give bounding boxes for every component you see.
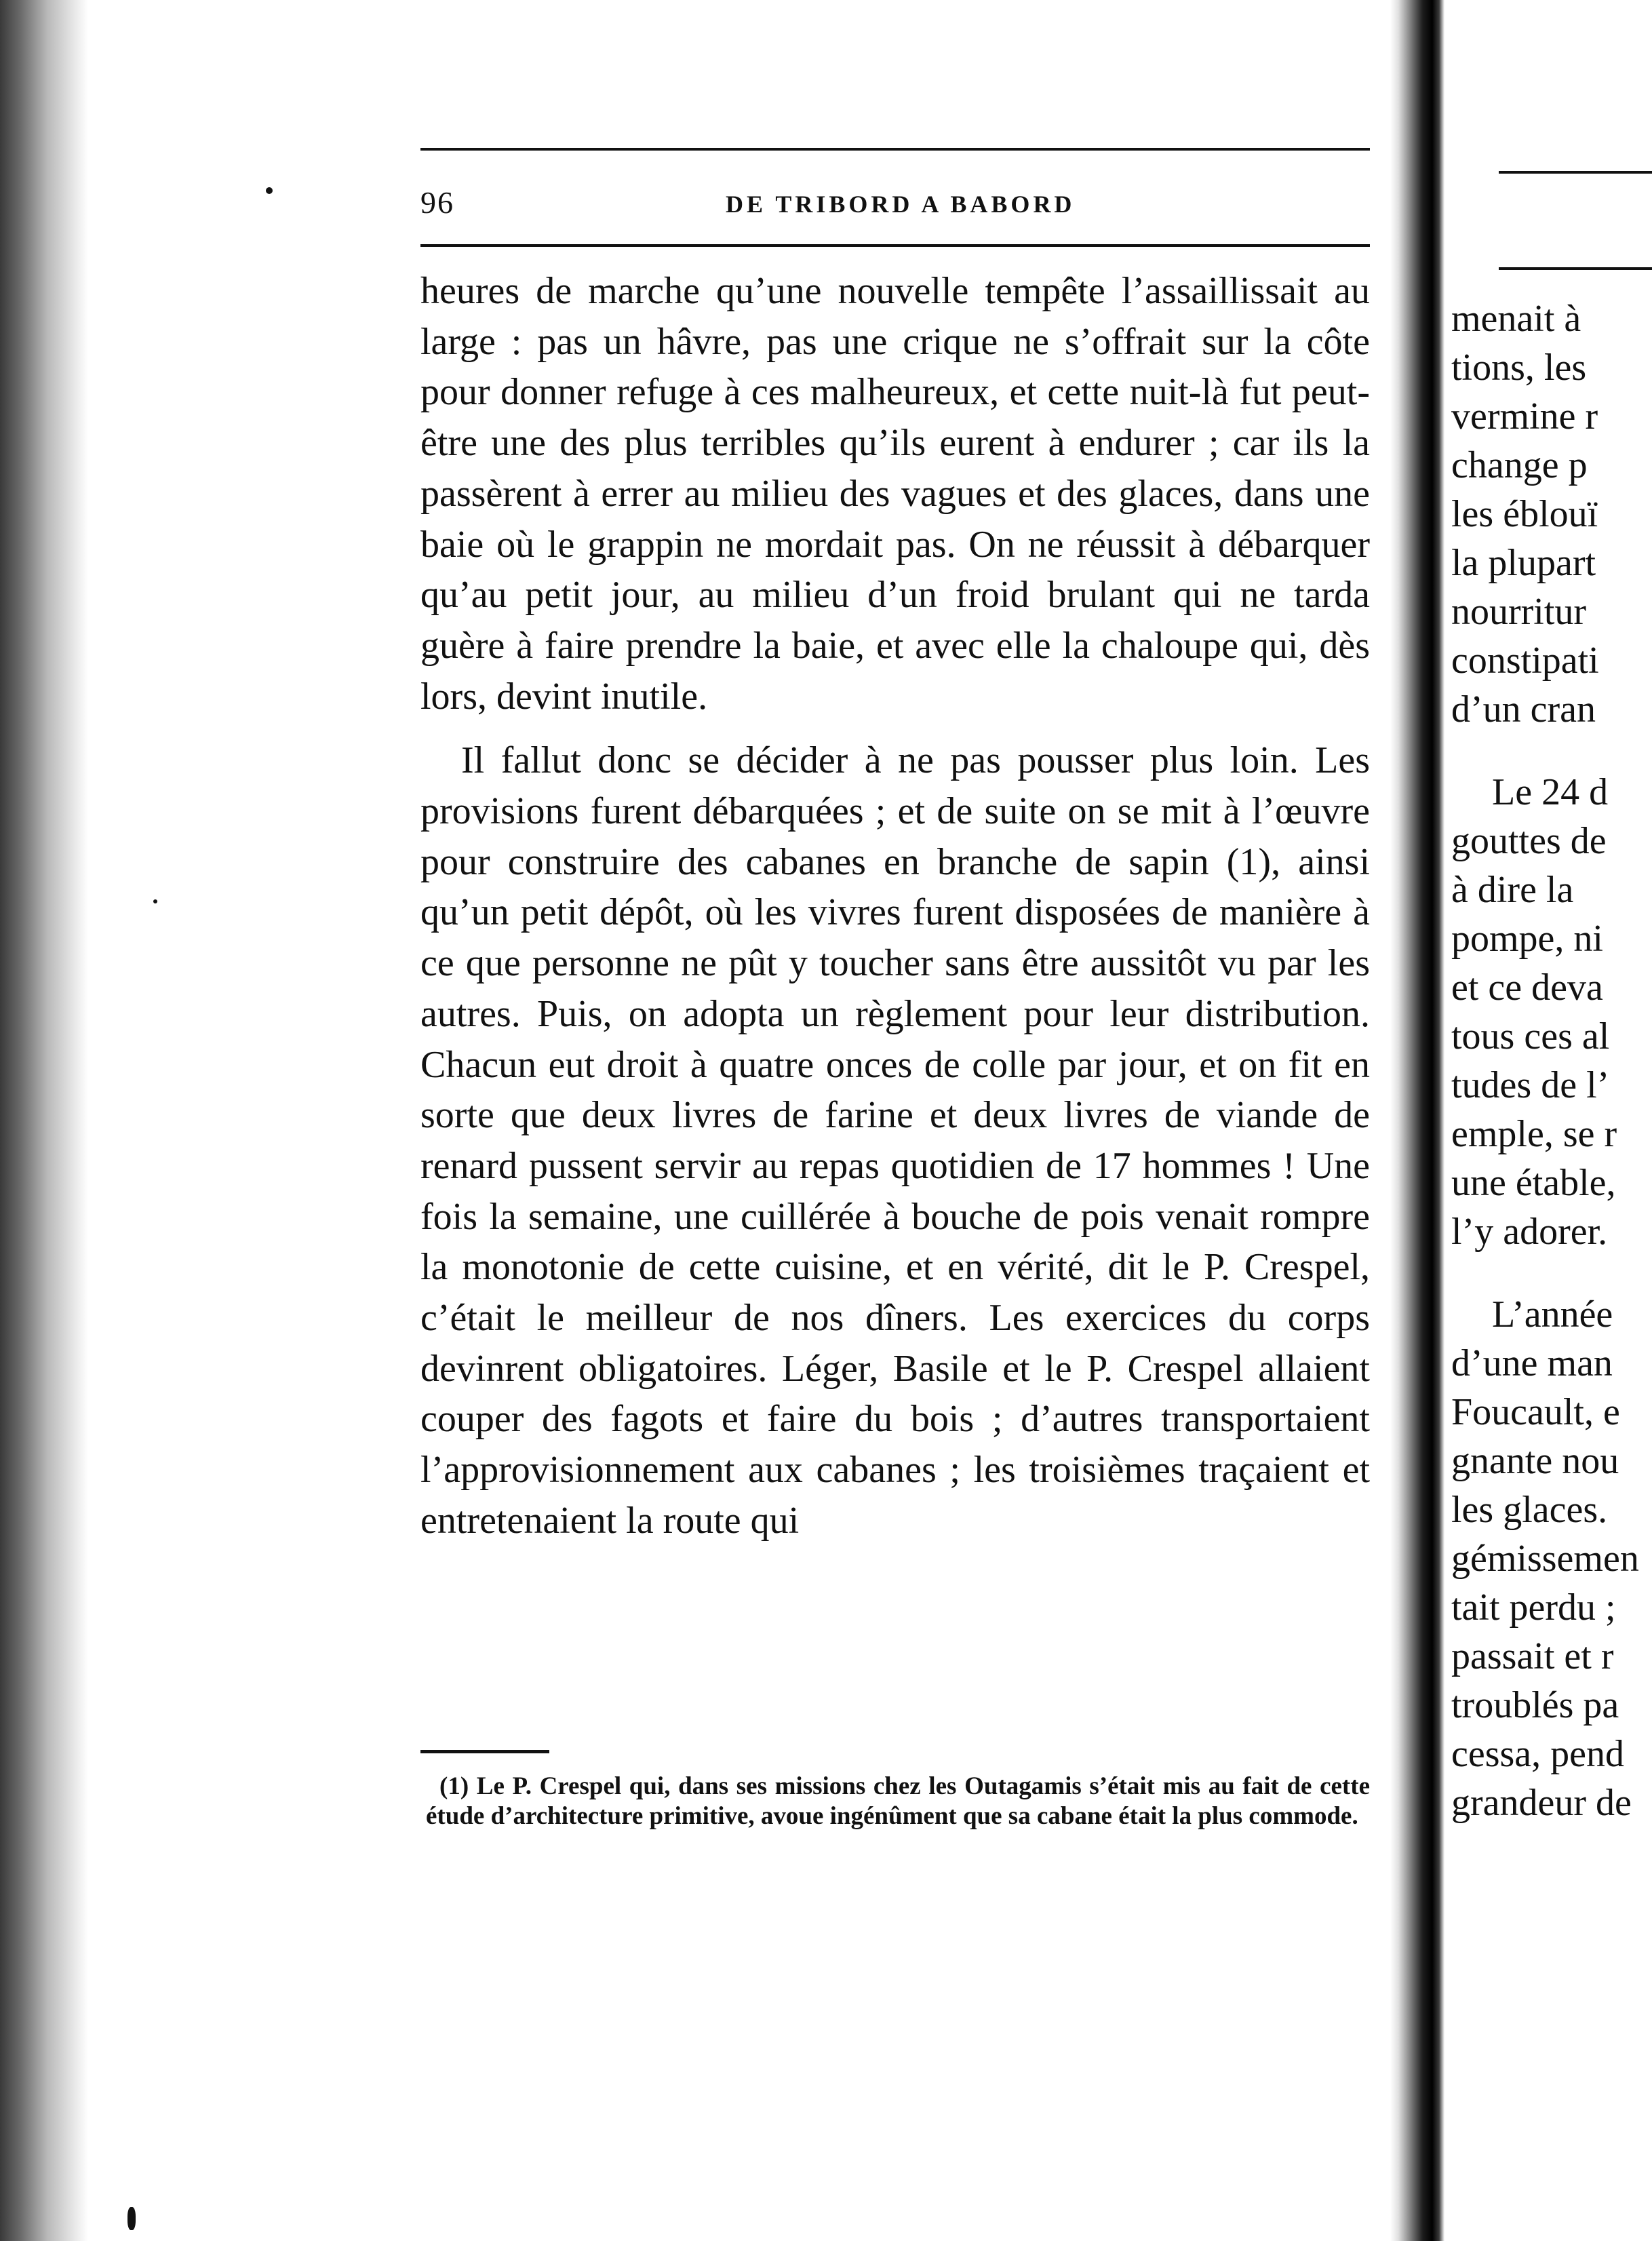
page-gutter [1390,0,1444,2241]
running-title: DE TRIBORD A BABORD [726,191,1076,218]
next-page-bottom-rule [1499,267,1652,270]
next-page-line: tudes de l’ [1451,1064,1610,1106]
running-head [420,184,1370,225]
next-page-line: nourritur [1451,591,1587,633]
header-top-rule [420,148,1370,151]
scan-speck [153,899,157,903]
next-page-line: Foucault, e [1451,1391,1620,1433]
next-page-line: la plupart [1451,542,1596,584]
next-page-line: change p [1451,444,1588,486]
next-page-line: tions, les [1451,347,1587,389]
next-page-line: une étable, [1451,1162,1616,1204]
next-page-line: à dire la [1451,869,1574,911]
next-page-line: d’une man [1451,1342,1613,1384]
next-page-line: Le 24 d [1492,771,1609,813]
footnote-rule [420,1750,549,1753]
next-page-line: troublés pa [1451,1684,1619,1726]
next-page-line: gnante nou [1451,1440,1619,1482]
next-page-line: tous ces al [1451,1015,1610,1057]
footnote: (1) Le P. Crespel qui, dans ses missions chez les Outagamis s’était mis au fait de cette étude d’architecture primitive, avoue ingénûment que sa cabane était la plus commode. [426,1772,1370,1830]
next-page-line: cessa, pend [1451,1733,1625,1775]
next-page-line: les éblouï [1451,493,1598,535]
scan-speck [127,2207,136,2230]
main-text [420,266,1370,1546]
scan-left-edge-shadow [0,0,88,2241]
next-page-line: constipati [1451,640,1599,682]
next-page-line: passait et r [1451,1635,1614,1677]
next-page-line: gouttes de [1451,820,1607,862]
header-bottom-rule [420,244,1370,247]
next-page-line: d’un cran [1451,688,1596,730]
next-page-line: vermine r [1451,395,1598,437]
next-page-top-rule [1499,171,1652,174]
next-page-line: grandeur de [1451,1782,1632,1824]
next-page-line: L’année [1492,1293,1613,1336]
next-page-line: gémissemen [1451,1538,1639,1580]
next-page-line: menait à [1451,298,1581,340]
next-page-line: et ce deva [1451,967,1603,1009]
next-page-line: les glaces. [1451,1489,1608,1531]
next-page [1451,0,1652,2241]
next-page-line: emple, se r [1451,1113,1617,1155]
paragraph: Il fallut donc se décider à ne pas pousser plus loin. Les provisions furent débarquées ; et de suite on se mit à l’œuvre pour construire des cabanes en branche de sapin (1), ainsi qu’un petit dépôt, où les vivres furent disposées de manière à ce que personne ne pût y toucher sans être aussitôt vu par les autres. Puis, on adopta un règlement pour leur distribution. Chacun eut droit à quatre onces de colle par jour, et on fit en sorte que deux livres de farine et deux livres de viande de renard pussent servir au repas quotidien de 17 hommes ! Une fois la semaine, une cuillérée à bouche de pois venait rompre la monotonie de cette cuisine, et en vérité, dit le P. Crespel, c’était le meilleur de nos dîners. Les exercices du corps devinrent obligatoires. Léger, Basile et le P. Crespel allaient couper des fagots et faire du bois ; d’autres transportaient l’approvisionnement aux cabanes ; les troisièmes traçaient et entretenaient la route qui [420,739,1370,1542]
next-page-line: pompe, ni [1451,918,1603,960]
next-page-line: l’y adorer. [1451,1211,1608,1253]
page-number: 96 [420,185,454,220]
scan-speck [266,187,273,194]
next-page-line: tait perdu ; [1451,1586,1616,1629]
paragraph: heures de marche qu’une nouvelle tempête l’assaillissait au large : pas un hâvre, pas une crique ne s’offrait sur la côte pour donner refuge à ces malheureux, et cette nuit-là fut peut-être une des plus terribles qu’ils eurent à endurer ; car ils la passèrent à errer au milieu des vagues et des glaces, dans une baie où le grappin ne mordait pas. On ne réussit à débarquer qu’au petit jour, au milieu d’un froid brulant qui ne tarda guère à faire prendre la baie, et avec elle la chaloupe qui, dès lors, devint inutile. [420,270,1370,718]
